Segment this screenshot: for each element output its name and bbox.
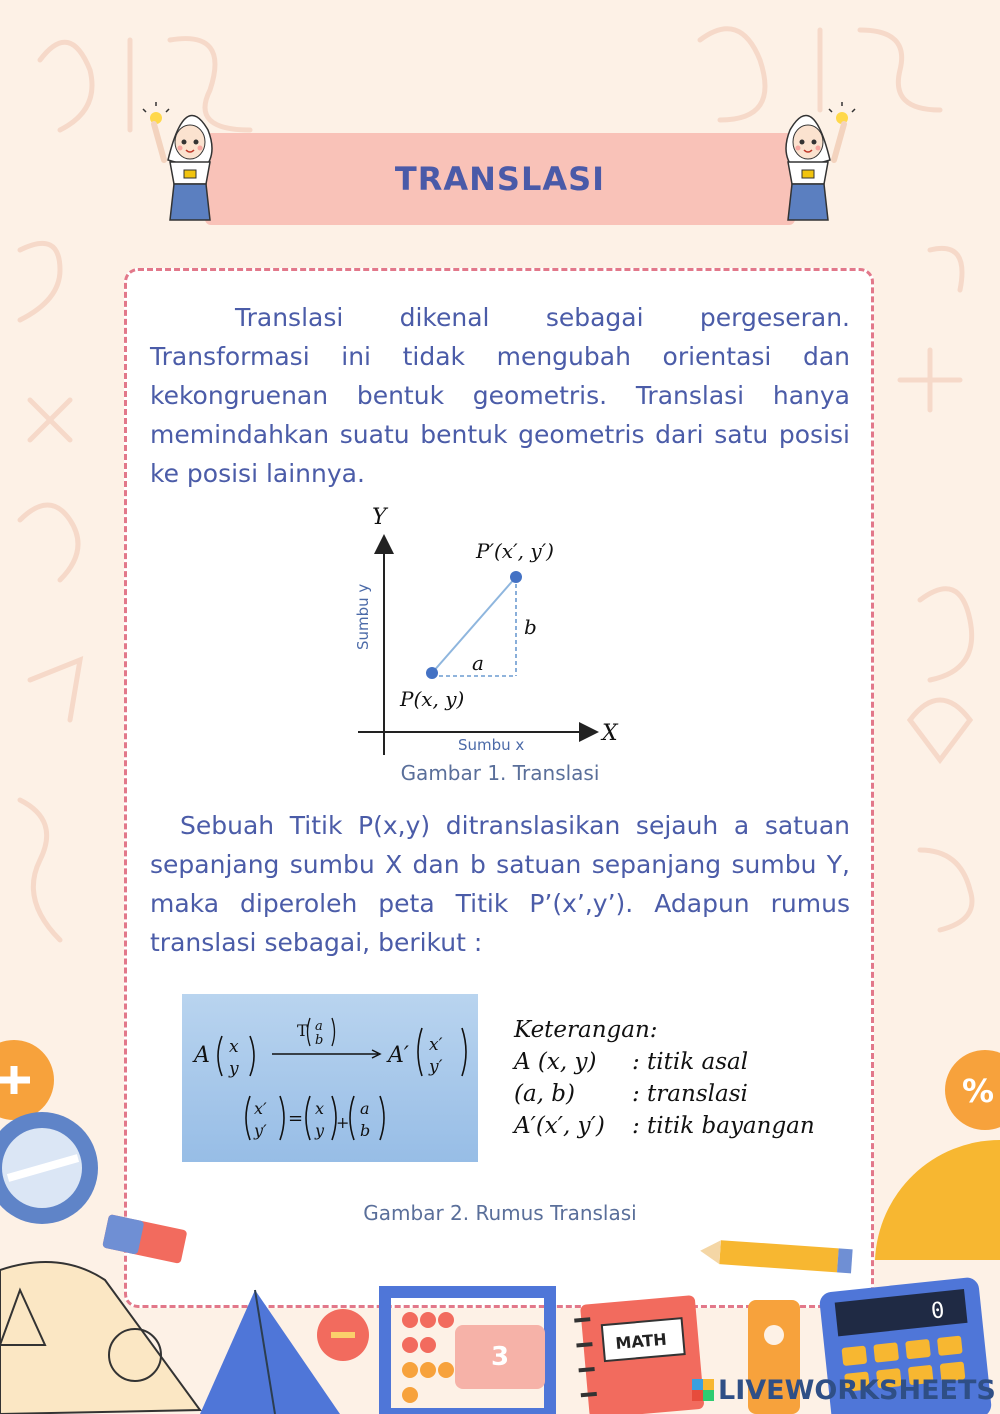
legend-key: (a, b) xyxy=(514,1081,576,1107)
x-axis-letter: X xyxy=(602,721,618,746)
notebook-label: MATH xyxy=(614,1329,668,1354)
svg-text:x′: x′ xyxy=(254,1099,267,1118)
svg-text:b: b xyxy=(360,1121,371,1140)
x-axis-caption: Sumbu x xyxy=(458,736,525,754)
figure1-caption: Gambar 1. Translasi xyxy=(400,761,600,785)
calculator-display: 0 xyxy=(929,1298,946,1325)
shift-b-label: b xyxy=(524,615,537,639)
svg-text:a: a xyxy=(360,1099,370,1118)
svg-text:y′: y′ xyxy=(429,1057,443,1077)
legend-value: : titik bayangan xyxy=(632,1113,815,1139)
svg-text:x: x xyxy=(315,1099,325,1118)
point-p xyxy=(426,667,438,679)
legend-key: A′(x′, y′) xyxy=(514,1113,605,1139)
point-p-label: P(x, y) xyxy=(400,687,465,711)
girl-mascot-right-illustration xyxy=(768,100,858,225)
liveworksheets-watermark xyxy=(692,1372,996,1408)
y-axis-caption: Sumbu y xyxy=(354,583,372,650)
svg-text:x′: x′ xyxy=(429,1035,443,1055)
page-number: 3 xyxy=(455,1325,545,1389)
formula-point-a-prime: A′ xyxy=(388,1043,409,1068)
liveworksheets-logo-icon xyxy=(692,1379,714,1401)
explanation-paragraph: Sebuah Titik P(x,y) ditranslasikan sejauh a satuan sepanjang sumbu X dan b satuan sepanjang sumbu Y, maka diperoleh peta Titik P’(x’,y’). Adapun rumus translasi sebagai, berikut : xyxy=(150,811,850,957)
point-p-prime-label: P′(x′, y′) xyxy=(476,539,554,563)
formula-transform-t: T xyxy=(297,1021,308,1040)
watermark-text: LIVEWORKSHEETS xyxy=(718,1374,996,1406)
page-title: TRANSLASI xyxy=(394,160,606,198)
svg-text:y′: y′ xyxy=(254,1121,267,1140)
svg-text:y: y xyxy=(229,1059,239,1079)
formula-point-a: A xyxy=(194,1043,210,1068)
intro-paragraph: Translasi dikenal sebagai pergeseran. Transformasi ini tidak mengubah orientasi dan kekongruenan bentuk geometris. Translasi hanya memindahkan suatu bentuk geometris dari satu posisi ke posisi lainnya. xyxy=(150,303,850,488)
formula-plus: + xyxy=(336,1113,350,1132)
girl-mascot-left-illustration xyxy=(140,100,230,225)
formula-equals: = xyxy=(288,1108,304,1129)
y-axis-letter: Y xyxy=(372,505,387,530)
svg-text:a: a xyxy=(315,1019,323,1034)
figure2-caption: Gambar 2. Rumus Translasi xyxy=(363,1201,637,1225)
translation-diagram xyxy=(340,500,640,760)
svg-text:y: y xyxy=(315,1121,325,1140)
point-p-prime xyxy=(510,571,522,583)
legend-value: : titik asal xyxy=(632,1049,749,1075)
svg-text:b: b xyxy=(315,1033,324,1048)
svg-text:x: x xyxy=(229,1037,239,1057)
shift-a-label: a xyxy=(472,651,484,675)
svg-text:%: % xyxy=(962,1072,995,1110)
legend-value: : translasi xyxy=(632,1081,748,1107)
title-banner xyxy=(205,133,795,225)
legend-title: Keterangan: xyxy=(514,1017,658,1043)
legend-key: A (x, y) xyxy=(514,1049,597,1075)
